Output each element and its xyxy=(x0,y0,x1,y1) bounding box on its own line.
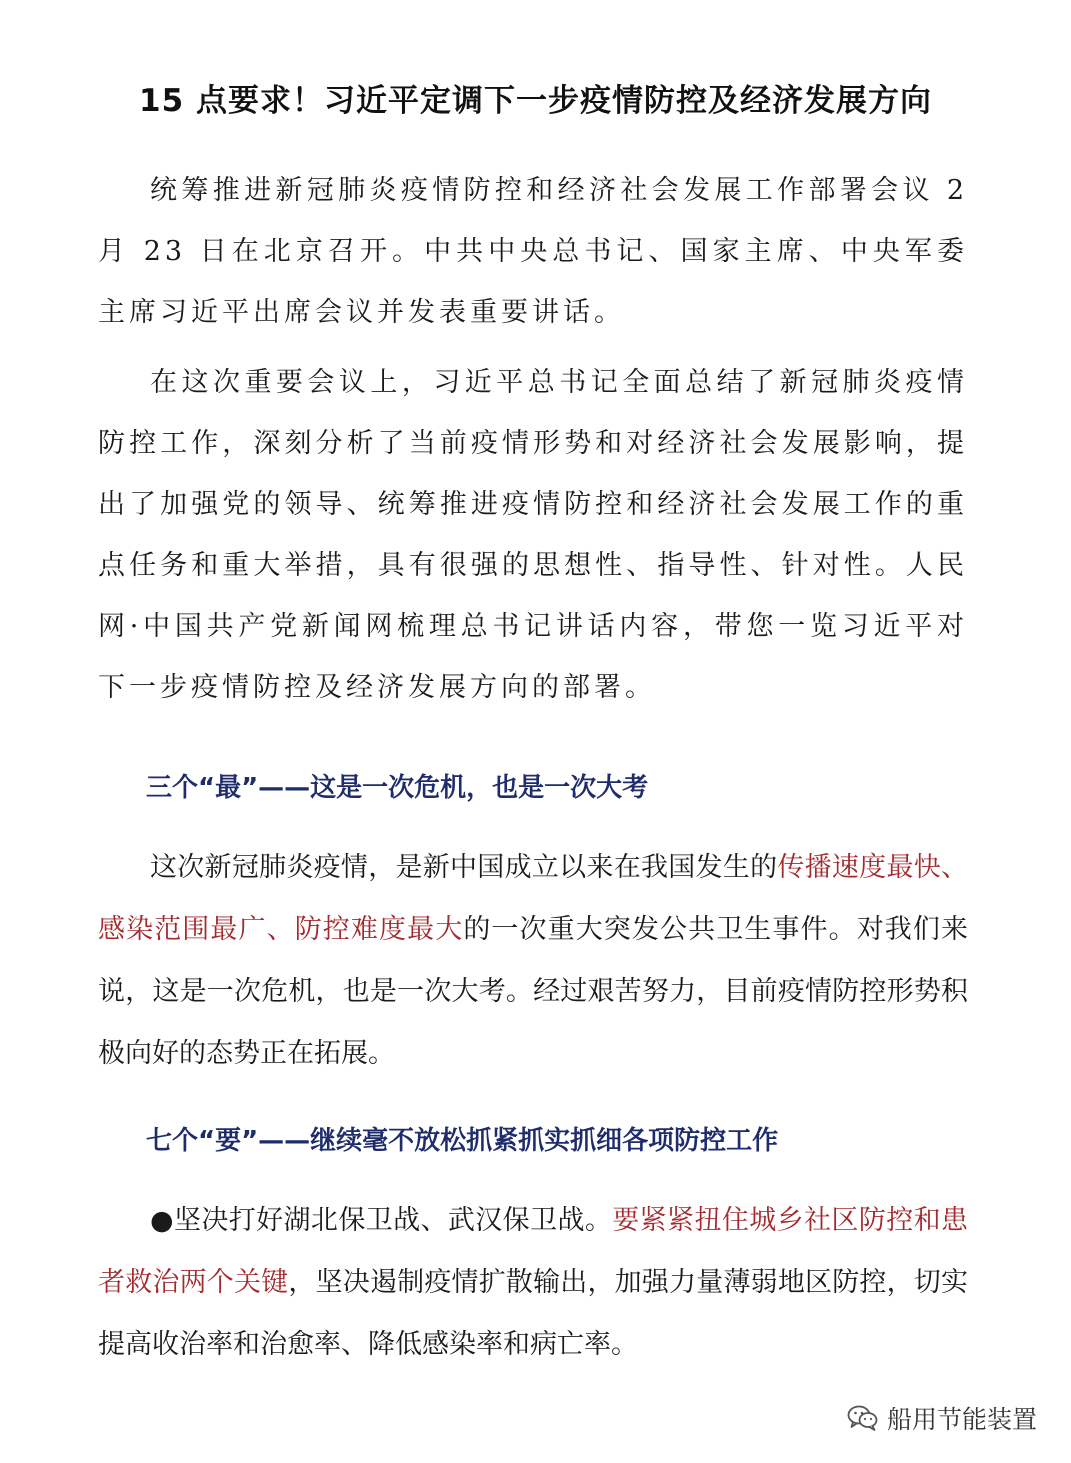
highlight-text: 要紧紧扭住城乡社区防控和患者救治两个关键 xyxy=(98,1205,968,1298)
section-text: ，坚决遏制疫情扩散输出，加强力量薄弱地区防控，切实提高收治率和治愈率、降低感染率和病亡率。 xyxy=(98,1267,969,1360)
section-heading-seven-musts: 七个“要”——继续毫不放松抓紧抓实抓细各项防控工作 xyxy=(146,1126,779,1156)
article-title: 15 点要求！习近平定调下一步疫情防控及经济发展方向 xyxy=(139,83,932,119)
intro-paragraph: 统筹推进新冠肺炎疫情防控和经济社会发展工作部署会议 2 月 23 日在北京召开。中共中央总书记、国家主席、中央军委主席习近平出席会议并发表重要讲话。 xyxy=(98,175,968,328)
account-watermark xyxy=(847,1398,1037,1438)
summary-paragraph: 在这次重要会议上，习近平总书记全面总结了新冠肺炎疫情防控工作，深刻分析了当前疫情形势和对经济社会发展影响，提出了加强党的领导、统筹推进疫情防控和经济社会发展工作的重点任务和重大举措，具有很强的思想性、指导性、针对性。人民网·中国共产党新闻网梳理总书记讲话内容，带您一览习近平对下一步疫情防控及经济发展方向的部署。 xyxy=(98,367,968,703)
section-text: 的一次重大突发公共卫生事件。对我们来说，这是一次危机，也是一次大考。经过艰苦努力，目前疫情防控形势积极向好的态势正在拓展。 xyxy=(98,914,969,1069)
section-heading-three-most: 三个“最”——这是一次危机，也是一次大考 xyxy=(146,773,649,803)
section-text: 这次新冠肺炎疫情，是新中国成立以来在我国发生的 xyxy=(150,852,778,883)
highlight-text: 传播速度最快、感染范围最广、防控难度最大 xyxy=(98,852,968,945)
wechat-icon xyxy=(847,1404,879,1432)
section-paragraph-three-most xyxy=(98,837,968,1085)
section-paragraph-seven-musts xyxy=(98,1190,968,1376)
section-text: ●坚决打好湖北保卫战、武汉保卫战。 xyxy=(150,1205,613,1236)
watermark-text: 船用节能装置 xyxy=(886,1405,1037,1434)
